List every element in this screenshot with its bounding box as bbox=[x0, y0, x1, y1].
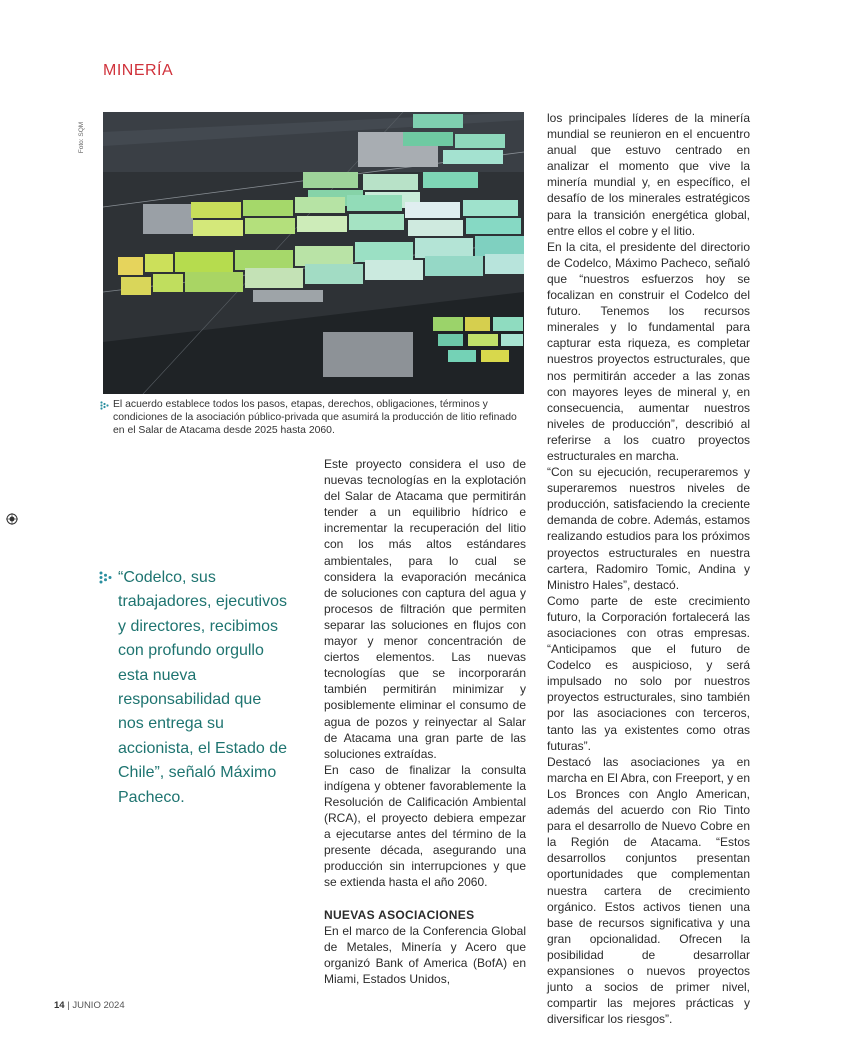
article-column-2 bbox=[324, 456, 526, 987]
paragraph: los principales líderes de la minería mundial se reunieron en el encuentro anual que estuvo centrado en analizar el momento que vive la minería mundial y, en específico, el desafío de los minerales estratégicos para la transición energética global, entre ellos el cobre y el litio. bbox=[547, 111, 750, 238]
paragraph: En caso de finalizar la consulta indígena y obtener favorablemente la Resolución de Calificación Ambiental (RCA), el proyecto debiera empezar a ejecutarse antes del término de la presente década, asegurando una producción sin interrupciones y que se extienda hasta el año 2060. bbox=[324, 762, 526, 890]
issue-date: JUNIO 2024 bbox=[72, 1000, 125, 1011]
paragraph: En el marco de la Conferencia Global de Metales, Minería y Acero que organizó Bank of America (BofA) en Miami, Estados Unidos, bbox=[324, 923, 526, 986]
footer-separator: | bbox=[67, 1000, 70, 1011]
quote-bullet-icon bbox=[99, 571, 113, 585]
section-title: MINERÍA bbox=[103, 62, 174, 79]
page-number: 14 bbox=[54, 1000, 65, 1011]
article-column-3 bbox=[547, 110, 750, 1027]
caption-text: El acuerdo establece todos los pasos, etapas, derechos, obligaciones, términos y condiciones de la asociación público-privada que asumirá la producción de litio refinado en el Salar de Atacama desde 2025 hasta 2060. bbox=[113, 399, 517, 436]
paragraph: Destacó las asociaciones ya en marcha en El Abra, con Freeport, y en Los Bronces con Anglo American, además del acuerdo con Rio Tinto para el desarrollo de Nuevo Cobre en la Región de Atacama. “Estos desarrollos conjuntos presentan oportunidades que complementan nuestra cartera de crecimiento orgánico. Estos activos tienen una base de recursos significativa y una gran opcionalidad. Ofrecen la posibilidad de desarrollar expansiones o nuevos proyectos junto a socios de primer nivel, compartir las mejores prácticas y diversificar los riesgos”. bbox=[547, 754, 750, 1027]
subheading: NUEVAS ASOCIACIONES bbox=[324, 907, 475, 922]
bullet-dots-icon bbox=[100, 401, 110, 411]
photo-caption bbox=[100, 398, 530, 437]
photo-credit: Foto: SQM bbox=[78, 121, 86, 154]
paragraph: “Con su ejecución, recuperaremos y superaremos nuestros niveles de producción, satisfaciendo la creciente demanda de cobre. Además, estamos realizando estudios para los próximos proyectos estructurales en nuestra cartera, Radomiro Tomic, Andina y Ministro Hales”, destacó. bbox=[547, 465, 750, 592]
salar-photo bbox=[103, 112, 524, 394]
paragraph: Este proyecto considera el uso de nuevas tecnologías en la explotación del Salar de Atacama que permitirán tender a un equilibrio hídrico e incrementar la recuperación del litio con los más altos estándares ambientales, para lo cual se considera la evaporación mecánica de soluciones con captura del agua y procesos de filtración que permiten separar las soluciones en flujos con mayor y menor concentración de ciertos elementos. Las nuevas tecnologías que se incorporarán también permitirán minimizar y posiblemente eliminar el consumo de agua de pozos y reinyectar al Salar de Atacama una gran parte de las soluciones extraídas. bbox=[324, 457, 526, 761]
page-footer bbox=[54, 1000, 125, 1011]
paragraph: En la cita, el presidente del directorio de Codelco, Máximo Pacheco, señaló que “nuestros esfuerzos hoy se focalizan en construir el Codelco del futuro. Tenemos los recursos minerales y lo fundamental para capturar esta riqueza, es completar nuestros proyectos estructurales, que nos permitirán acceder a las zonas con mayores leyes de mineral y, en consecuencia, aumentar nuestros niveles de producción”, describió al referirse a los cuatro proyectos estructurales en marcha. bbox=[547, 239, 750, 463]
pull-quote-text: “Codelco, sus trabajadores, ejecutivos y directores, recibimos con profundo orgullo esta nueva responsabilidad que nos entrega su accionista, el Estado de Chile”, señaló Máximo Pacheco. bbox=[118, 569, 287, 806]
registration-mark-icon bbox=[6, 512, 18, 530]
pull-quote bbox=[99, 566, 289, 810]
paragraph: Como parte de este crecimiento futuro, la Corporación fortalecerá las asociaciones con otras empresas. “Anticipamos que el futuro de Codelco es auspicioso, y será impulsado no solo por nuestros proyectos estructurales, sino también por las asociaciones con terceros, tanto las ya existentes como otras futuras”. bbox=[547, 593, 750, 753]
